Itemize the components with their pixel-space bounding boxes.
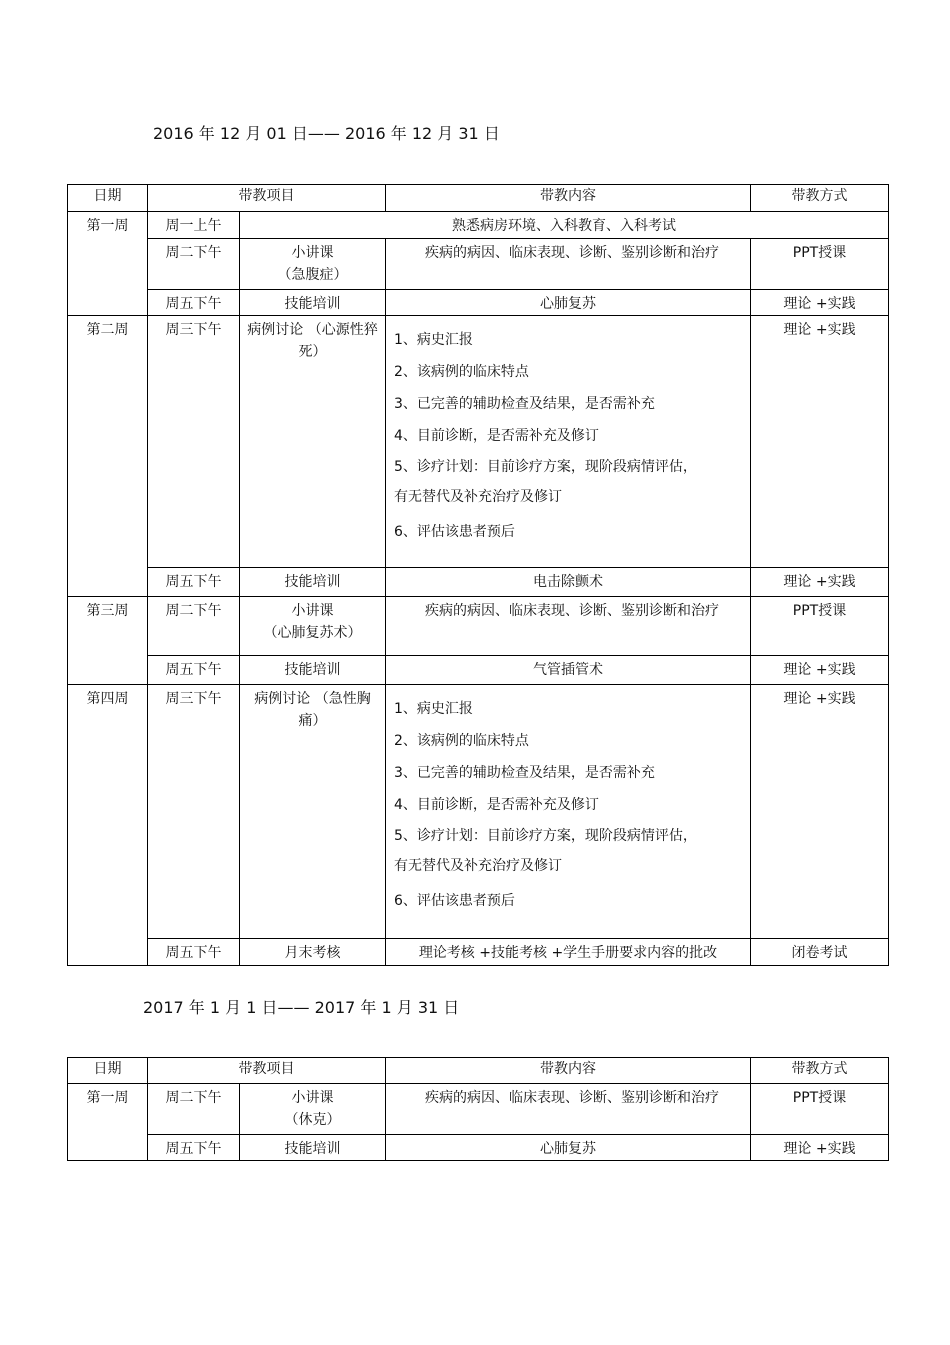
table-row — [68, 568, 889, 597]
header-project: 带教项目 — [148, 185, 386, 212]
header-date: 日期 — [68, 185, 148, 212]
content-cell: 心肺复苏 — [386, 1135, 751, 1161]
table-row — [68, 656, 889, 685]
week-label: 第四周 — [68, 685, 148, 966]
table-row — [68, 239, 889, 290]
project-cell: 月末考核 — [240, 939, 386, 966]
day-cell: 周二下午 — [148, 239, 240, 290]
day-cell: 周五下午 — [148, 290, 240, 316]
list-item: 3、已完善的辅助检查及结果，是否需补充 — [394, 396, 655, 412]
day-cell: 周五下午 — [148, 656, 240, 685]
content-cell: 气管插管术 — [386, 656, 751, 685]
list-item: 1、病史汇报 — [394, 332, 473, 348]
week-label: 第一周 — [68, 1084, 148, 1161]
list-item: 有无替代及补充治疗及修订 — [394, 489, 562, 505]
list-item: 1、病史汇报 — [394, 701, 473, 717]
table-row — [68, 1135, 889, 1161]
content-cell: 电击除颤术 — [386, 568, 751, 597]
header-method: 带教方式 — [751, 185, 889, 212]
day-cell: 周五下午 — [148, 1135, 240, 1161]
table-row — [68, 939, 889, 966]
table-row — [68, 685, 889, 939]
table-row — [68, 1084, 889, 1135]
list-item: 5、诊疗计划：目前诊疗方案，现阶段病情评估， — [394, 828, 697, 844]
period-title-2: 2017 年 1 月 1 日—— 2017 年 1 月 31 日 — [143, 998, 460, 1017]
project-cell: 小讲课 （休克） — [240, 1084, 386, 1135]
header-date: 日期 — [68, 1058, 148, 1084]
list-item: 6、评估该患者预后 — [394, 893, 515, 909]
day-cell: 周二下午 — [148, 1084, 240, 1135]
period-title-1: 2016 年 12 月 01 日—— 2016 年 12 月 31 日 — [153, 124, 500, 143]
day-cell: 周五下午 — [148, 939, 240, 966]
week-label: 第一周 — [68, 212, 148, 316]
list-item: 2、该病例的临床特点 — [394, 733, 529, 749]
list-item: 6、评估该患者预后 — [394, 524, 515, 540]
week-label: 第三周 — [68, 597, 148, 685]
project-cell: 技能培训 — [240, 568, 386, 597]
method-cell: 理论 +实践 — [751, 685, 889, 939]
method-cell: 理论 +实践 — [751, 316, 889, 568]
header-content: 带教内容 — [386, 185, 751, 212]
method-cell: 理论 +实践 — [751, 568, 889, 597]
header-method: 带教方式 — [751, 1058, 889, 1084]
content-cell: 疾病的病因、临床表现、诊断、鉴别诊断和治疗 — [386, 597, 751, 656]
method-cell: PPT授课 — [751, 1084, 889, 1135]
list-item: 3、已完善的辅助检查及结果，是否需补充 — [394, 765, 655, 781]
schedule-table-1 — [67, 184, 889, 966]
header-row — [68, 1058, 889, 1084]
method-cell: PPT授课 — [751, 239, 889, 290]
table-row — [68, 597, 889, 656]
content-cell: 理论考核 +技能考核 +学生手册要求内容的批改 — [386, 939, 751, 966]
schedule-table-2 — [67, 1057, 889, 1161]
method-cell: 理论 +实践 — [751, 290, 889, 316]
content-list-cell — [386, 316, 751, 568]
project-cell: 技能培训 — [240, 1135, 386, 1161]
list-item: 5、诊疗计划：目前诊疗方案，现阶段病情评估， — [394, 459, 697, 475]
list-item: 4、目前诊断，是否需补充及修订 — [394, 797, 599, 813]
day-cell: 周三下午 — [148, 316, 240, 568]
day-cell: 周五下午 — [148, 568, 240, 597]
header-content: 带教内容 — [386, 1058, 751, 1084]
project-cell: 病例讨论 （急性胸痛） — [240, 685, 386, 939]
method-cell: 闭卷考试 — [751, 939, 889, 966]
day-cell: 周一上午 — [148, 212, 240, 239]
method-cell: PPT授课 — [751, 597, 889, 656]
project-cell: 技能培训 — [240, 290, 386, 316]
header-project: 带教项目 — [148, 1058, 386, 1084]
content-cell: 疾病的病因、临床表现、诊断、鉴别诊断和治疗 — [386, 1084, 751, 1135]
content-cell: 疾病的病因、临床表现、诊断、鉴别诊断和治疗 — [386, 239, 751, 290]
content-list-cell — [386, 685, 751, 939]
content-cell: 熟悉病房环境、入科教育、入科考试 — [240, 212, 889, 239]
day-cell: 周三下午 — [148, 685, 240, 939]
list-item: 有无替代及补充治疗及修订 — [394, 858, 562, 874]
list-item: 4、目前诊断，是否需补充及修订 — [394, 428, 599, 444]
table-row — [68, 316, 889, 568]
project-cell: 病例讨论 （心源性猝死） — [240, 316, 386, 568]
project-cell: 小讲课 （心肺复苏术） — [240, 597, 386, 656]
content-cell: 心肺复苏 — [386, 290, 751, 316]
list-item: 2、该病例的临床特点 — [394, 364, 529, 380]
project-cell: 技能培训 — [240, 656, 386, 685]
method-cell: 理论 +实践 — [751, 1135, 889, 1161]
header-row — [68, 185, 889, 212]
method-cell: 理论 +实践 — [751, 656, 889, 685]
project-cell: 小讲课 （急腹症） — [240, 239, 386, 290]
day-cell: 周二下午 — [148, 597, 240, 656]
week-label: 第二周 — [68, 316, 148, 597]
table-row — [68, 212, 889, 239]
table-row — [68, 290, 889, 316]
